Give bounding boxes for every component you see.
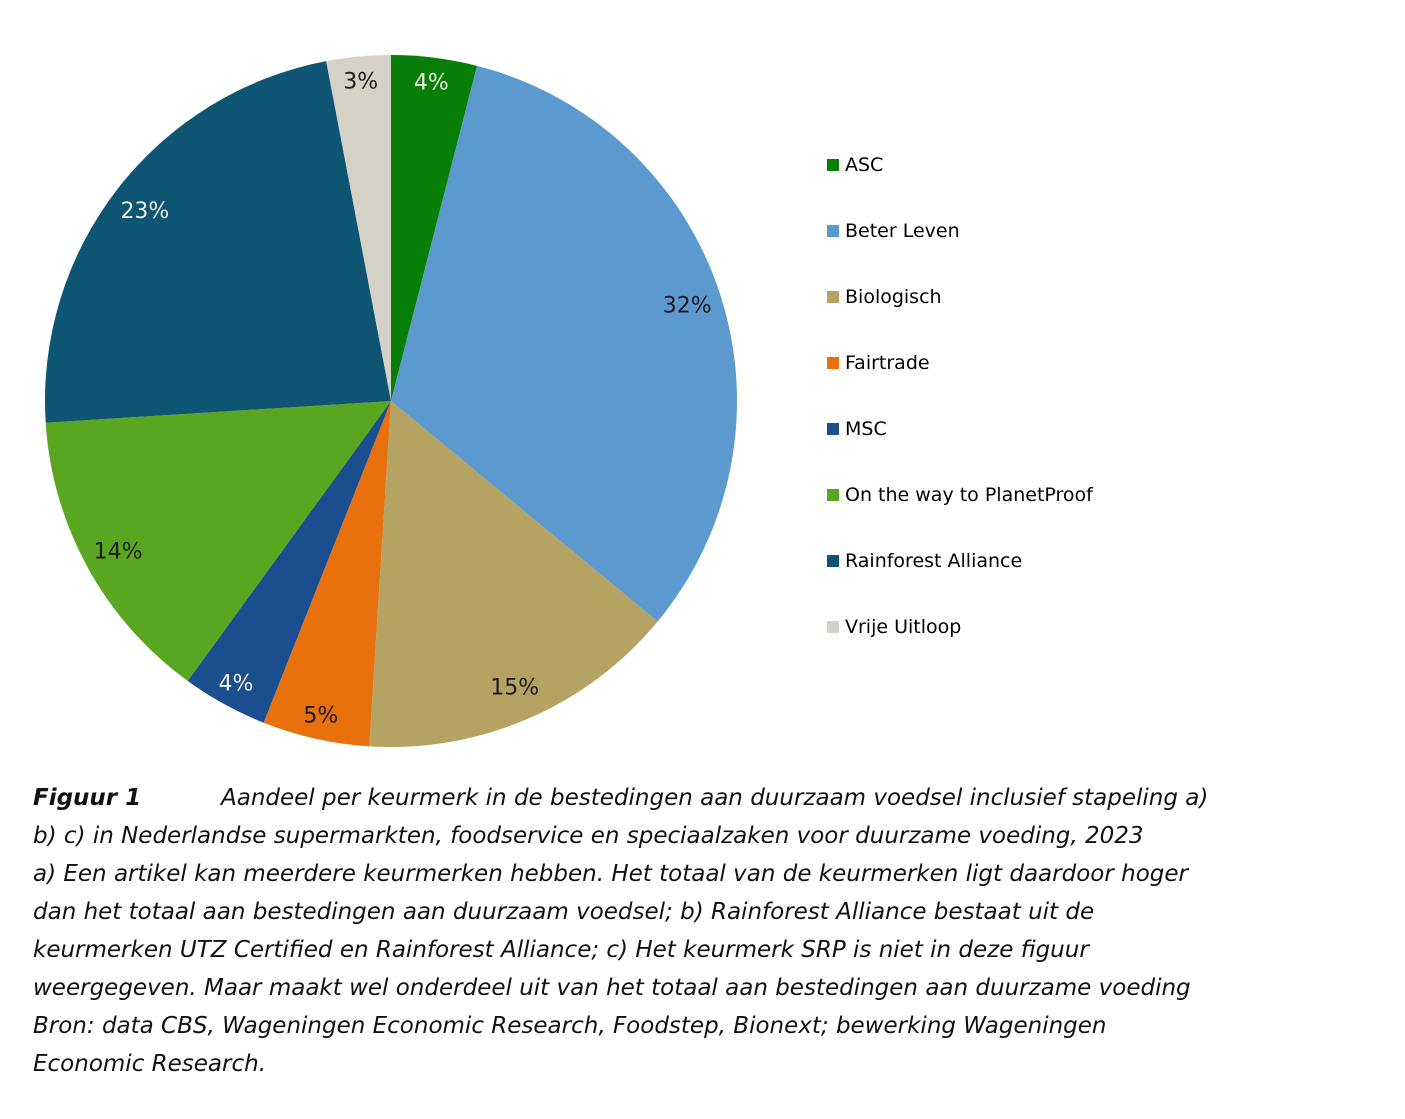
caption-line [33,779,1393,817]
legend-item-msc [827,396,1093,462]
legend-marker [827,225,839,237]
legend-item-beter-leven [827,198,1093,264]
pie-value-label-vrije-uitloop: 3% [343,69,379,95]
legend-marker [827,555,839,567]
legend-item-rainforest-alliance [827,528,1093,594]
pie-value-label-on-the-way-to-planetproof: 14% [93,539,143,565]
figure-caption [33,779,1393,1083]
legend-label: MSC [845,418,887,440]
legend-marker [827,291,839,303]
legend-marker [827,423,839,435]
chart-legend [827,132,1093,660]
legend-item-vrije-uitloop [827,594,1093,660]
legend-item-asc [827,132,1093,198]
legend-marker [827,159,839,171]
pie-value-label-fairtrade: 5% [303,703,339,729]
pie-chart [0,0,790,770]
pie-value-label-rainforest-alliance: 23% [120,198,170,224]
legend-label: Fairtrade [845,352,930,374]
pie-value-label-biologisch: 15% [490,675,540,701]
caption-line: Bron: data CBS, Wageningen Economic Research, Foodstep, Bionext; bewerking Wageningen [33,1013,1107,1039]
legend-label: Beter Leven [845,220,960,242]
pie-value-label-asc: 4% [413,70,449,96]
pie-value-label-beter-leven: 32% [662,293,712,319]
legend-marker [827,489,839,501]
legend-marker [827,357,839,369]
legend-item-fairtrade [827,330,1093,396]
legend-marker [827,621,839,633]
legend-label: On the way to PlanetProof [845,484,1093,506]
pie-value-label-msc: 4% [218,671,254,697]
caption-line: a) Een artikel kan meerdere keurmerken hebben. Het totaal van de keurmerken ligt daardoor hoger [33,861,1188,887]
caption-text: Aandeel per keurmerk in de bestedingen aan duurzaam voedsel inclusief stapeling a) [221,785,1209,811]
legend-label: Vrije Uitloop [845,616,962,638]
figure-label: Figuur 1 [33,785,142,811]
legend-label: Rainforest Alliance [845,550,1023,572]
legend-label: Biologisch [845,286,942,308]
caption-line: b) c) in Nederlandse supermarkten, foodservice en speciaalzaken voor duurzame voeding, 2023 [33,823,1144,849]
caption-line: keurmerken UTZ Certified en Rainforest Alliance; c) Het keurmerk SRP is niet in deze figuur [33,937,1089,963]
legend-item-on-the-way-to-planetproof [827,462,1093,528]
caption-line: Economic Research. [33,1051,266,1077]
legend-label: ASC [845,154,884,176]
caption-line: weergegeven. Maar maakt wel onderdeel uit van het totaal aan bestedingen aan duurzame voeding [33,975,1191,1001]
legend-item-biologisch [827,264,1093,330]
caption-line: dan het totaal aan bestedingen aan duurzaam voedsel; b) Rainforest Alliance bestaat uit de [33,899,1095,925]
